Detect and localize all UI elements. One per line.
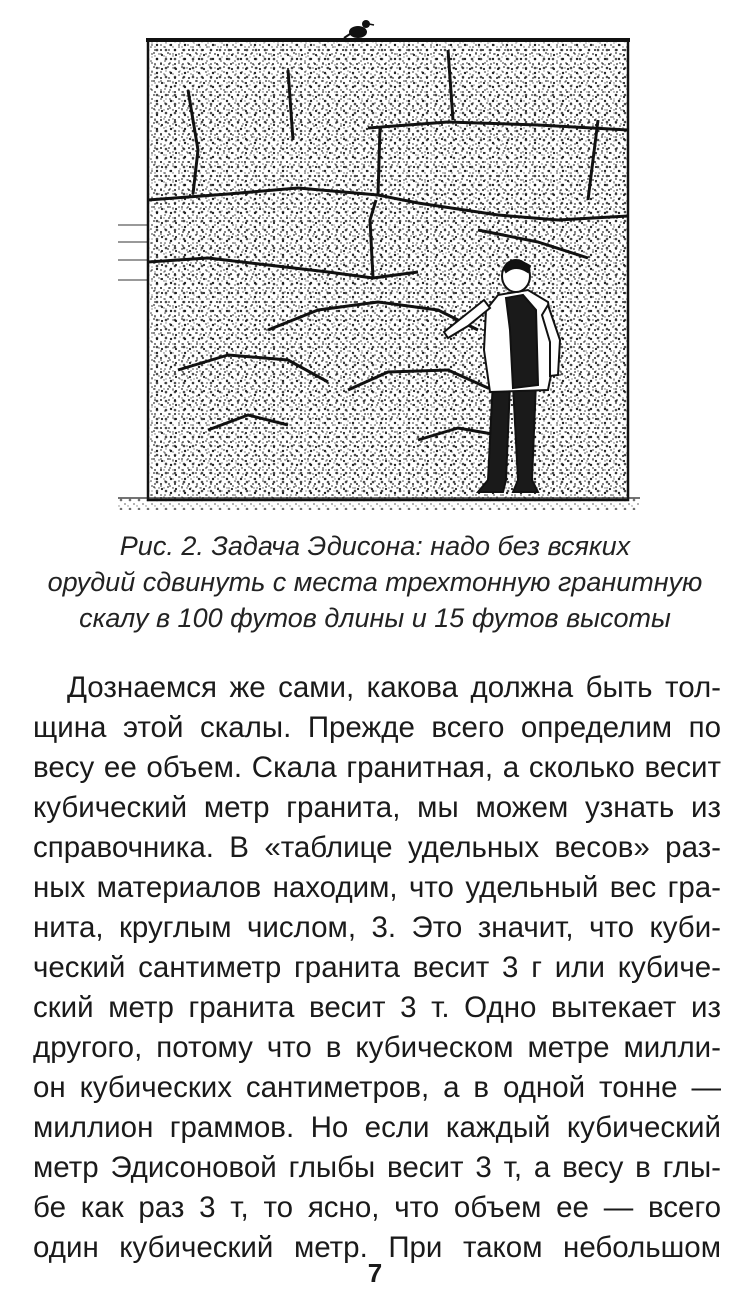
- caption-line: орудий сдвинуть с места трехтонную гранитную: [47, 567, 703, 597]
- text-line: миллион граммов. Но если каждый кубический: [33, 1111, 721, 1144]
- text-line: ных материалов находим, что удельный вес гра-: [33, 871, 721, 904]
- text-line: справочника. В «таблице удельных весов» раз-: [33, 831, 721, 864]
- text-line: щина этой скалы. Прежде всего определим по: [33, 711, 721, 744]
- text-line: ский метр гранита весит 3 т. Одно вытекает из: [33, 991, 721, 1024]
- water-lines: [118, 225, 148, 280]
- text-line: нита, круглым числом, 3. Это значит, что куби-: [33, 911, 721, 944]
- illustration-granite-rock: [118, 10, 640, 510]
- text-line: другого, потому что в кубическом метре милли-: [33, 1031, 721, 1064]
- text-line: весу ее объем. Скала гранитная, а сколько весит: [33, 751, 721, 784]
- text-line: кубический метр гранита, мы можем узнать из: [33, 791, 721, 824]
- bird-on-rock: [344, 20, 374, 38]
- text-line: бе как раз 3 т, то ясно, что объем ее — всего: [33, 1191, 721, 1224]
- figure-caption: [40, 528, 710, 636]
- text-line: ческий сантиметр гранита весит 3 г или кубиче-: [33, 951, 721, 984]
- text-line: метр Эдисоновой глыбы весит 3 т, а весу в глы-: [33, 1151, 721, 1184]
- text-line: Дознаемся же сами, какова должна быть тол-: [67, 671, 721, 704]
- text-line: один кубический метр. При таком небольшом: [33, 1231, 721, 1264]
- page-number: 7: [367, 1258, 383, 1288]
- text-line: он кубических сантиметров, а в одной тонне —: [33, 1071, 721, 1104]
- caption-line: Рис. 2. Задача Эдисона: надо без всяких: [119, 531, 631, 561]
- body-paragraph: [33, 668, 721, 1268]
- caption-line: скалу в 100 футов длины и 15 футов высоты: [79, 603, 671, 633]
